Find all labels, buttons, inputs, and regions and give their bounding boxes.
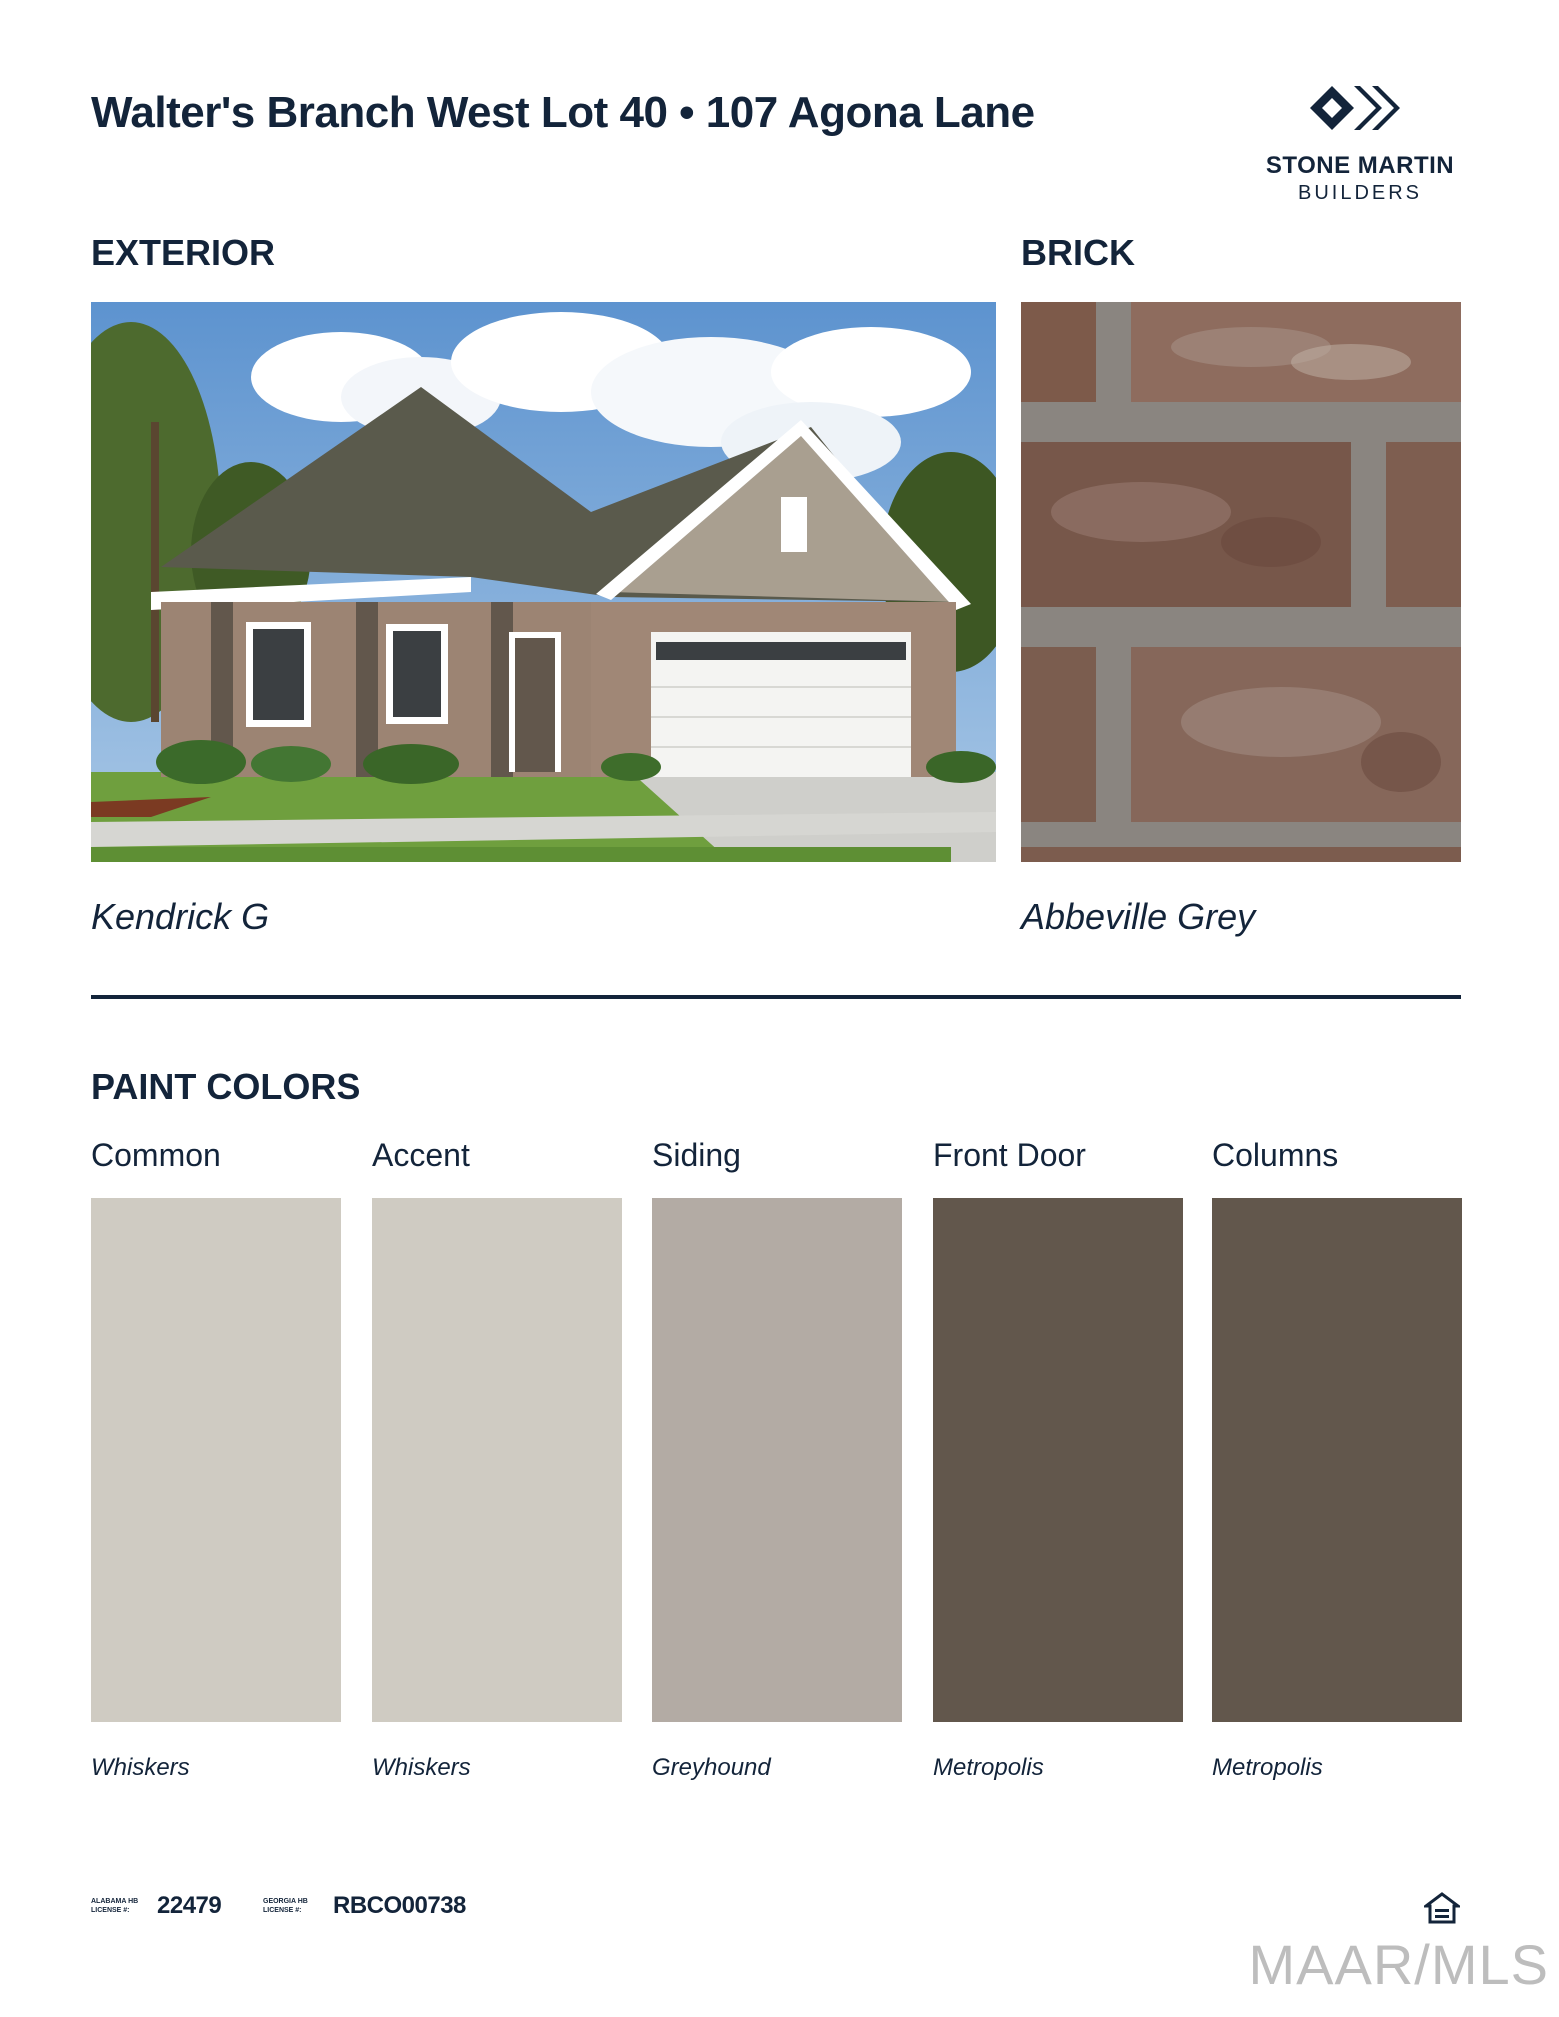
exterior-heading: EXTERIOR	[91, 232, 276, 273]
swatch-accent	[372, 1198, 622, 1722]
swatch-name-front-door: Metropolis	[933, 1754, 1044, 1781]
mls-watermark: MAAR/MLS	[1248, 1933, 1549, 1996]
equal-housing-icon	[1424, 1892, 1460, 1924]
brick-sample-image	[1021, 302, 1461, 862]
logo-text-primary: STONE MARTIN	[1265, 152, 1455, 179]
page-title: Walter's Branch West Lot 40 • 107 Agona Lane	[91, 88, 1035, 137]
exterior-plan-name: Kendrick G	[91, 896, 270, 937]
brick-heading: BRICK	[1021, 232, 1135, 273]
logo-mark-icon	[1310, 82, 1410, 144]
swatch-siding	[652, 1198, 902, 1722]
al-license-label-2: LICENSE #:	[91, 1907, 130, 1914]
swatch-name-siding: Greyhound	[652, 1754, 771, 1781]
swatch-label-columns: Columns	[1212, 1137, 1339, 1173]
stone-martin-logo	[1250, 82, 1470, 212]
al-license-label-1: ALABAMA HB	[91, 1898, 139, 1905]
ga-license-label-2: LICENSE #:	[263, 1907, 302, 1914]
exterior-rendering-image	[91, 302, 996, 862]
swatch-label-common: Common	[91, 1137, 221, 1173]
ga-license-number: RBCO00738	[333, 1892, 466, 1919]
section-divider	[91, 995, 1461, 999]
swatch-name-accent: Whiskers	[372, 1754, 471, 1781]
logo-text-secondary: BUILDERS	[1297, 182, 1423, 204]
al-license-number: 22479	[157, 1892, 222, 1919]
swatch-front-door	[933, 1198, 1183, 1722]
ga-license-label-1: GEORGIA HB	[263, 1898, 308, 1905]
swatch-columns	[1212, 1198, 1462, 1722]
swatch-label-accent: Accent	[372, 1137, 470, 1173]
paint-colors-heading: PAINT COLORS	[91, 1066, 361, 1107]
brick-name: Abbeville Grey	[1021, 896, 1256, 937]
swatch-common	[91, 1198, 341, 1722]
swatch-label-front-door: Front Door	[933, 1137, 1086, 1173]
swatch-name-common: Whiskers	[91, 1754, 190, 1781]
swatch-name-columns: Metropolis	[1212, 1754, 1323, 1781]
swatch-label-siding: Siding	[652, 1137, 741, 1173]
